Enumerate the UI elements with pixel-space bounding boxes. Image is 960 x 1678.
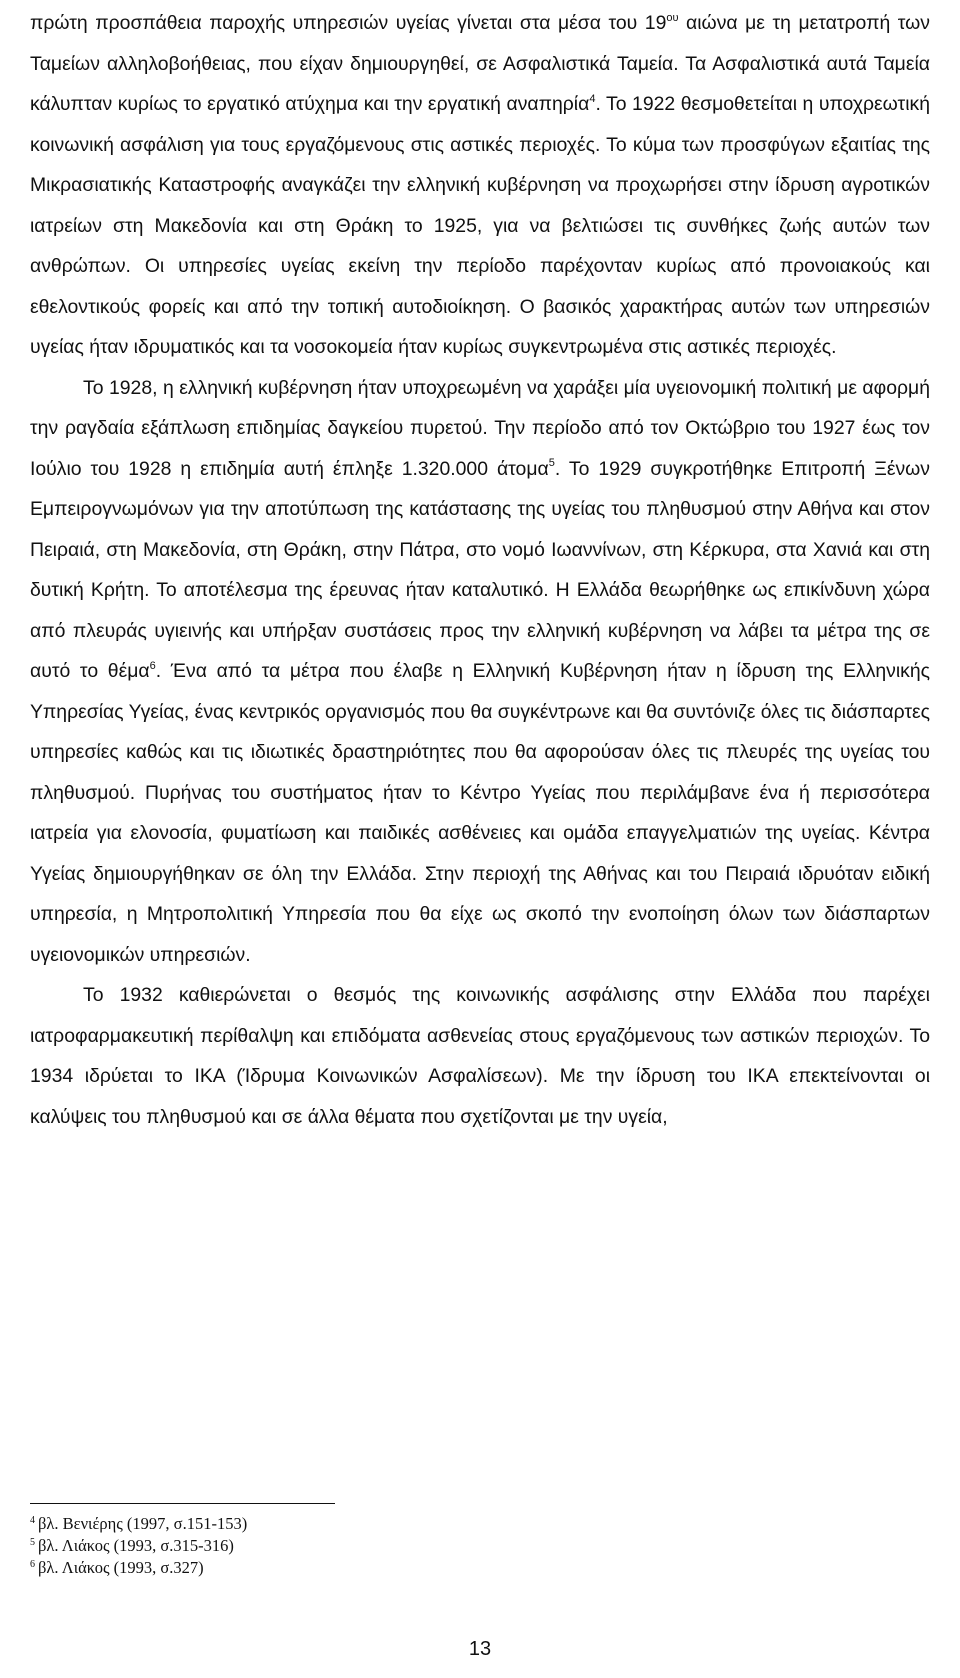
paragraph-2-text-c: . Ένα από τα μέτρα που έλαβε η Ελληνική Κυβέρνηση ήταν η ίδρυση της Ελληνικής Υπηρεσίας Υγείας, ένας κεντρικός οργανισμός που θα συγκέντρωνε και θα συντόνιζε όλες τις διάσπαρτες υπηρεσίες καθώς και τις ιδιωτικές δραστηριότητες που θα αφορούσαν όλες τις πλευρές της υγείας του πληθυσμού. Πυρήνας του συστήματος ήταν το Κέντρο Υγείας που περιλάμβανε ένα ή περισσότερα ιατρεία για ελονοσία, φυματίωση και παιδικές ασθένειες και ομάδα επαγγελματιών της υγείας. Κέντρα Υγείας δημιουργήθηκαν σε όλη την Ελλάδα. Στην περιοχή της Αθήνας και του Πειραιά ιδρυόταν ειδική υπηρεσία, η Μητροπολιτική Υπηρεσία που θα είχε ως σκοπό την ενοποίηση όλων των διάσπαρτων υγειονομικών υπηρεσιών. [30, 660, 931, 966]
body-text [30, 3, 930, 1137]
footnote-separator [30, 1503, 335, 1504]
footnote-text: βλ. Λιάκος (1993, σ.327) [38, 1558, 204, 1577]
footnote-mark: 4 [30, 1514, 35, 1526]
footnote-4 [30, 1513, 630, 1535]
paragraph-2-text-b: . Το 1929 συγκροτήθηκε Επιτροπή Ξένων Εμπειρογνωμόνων για την αποτύπωση της κατάστασης της υγείας του πληθυσμού στην Αθήνα και στον Πειραιά, στη Μακεδονία, στη Θράκη, στην Πάτρα, στο νομό Ιωαννίνων, στη Κέρκυρα, στα Χανιά και στη δυτική Κρήτη. Το αποτέλεσμα της έρευνας ήταν καταλυτικό. Η Ελλάδα θεωρήθηκε ως επικίνδυνη χώρα από πλευράς υγιεινής και υπήρξαν συστάσεις προς την ελληνική κυβέρνηση να λάβει τα μέτρα της σε αυτό το θέμα [30, 457, 930, 682]
page-number: 13 [468, 1638, 492, 1660]
footnote-text: βλ. Λιάκος (1993, σ.315-316) [38, 1536, 234, 1555]
paragraph-2 [30, 368, 930, 976]
footnote-text: βλ. Βενιέρης (1997, σ.151-153) [38, 1514, 248, 1533]
footnote-ref-6: 6 [149, 659, 156, 672]
footnote-5 [30, 1535, 630, 1557]
superscript-ou: ου [666, 11, 679, 24]
paragraph-3-text-a: Το 1932 καθιερώνεται ο θεσμός της κοινωνικής ασφάλισης στην Ελλάδα που παρέχει ιατροφαρμακευτική περίθαλψη και επιδόματα ασθενείας στους εργαζόμενους των αστικών περιοχών. Το 1934 ιδρύεται το ΙΚΑ (Ίδρυμα Κοινωνικών Ασφαλίσεων). Με την ίδρυση του ΙΚΑ επεκτείνονται οι καλύψεις του πληθυσμού και σε άλλα θέματα που σχετίζονται με την υγεία, [30, 984, 930, 1128]
footnote-mark: 6 [30, 1558, 35, 1570]
footnote-6 [30, 1557, 630, 1579]
paragraph-1-text-c: . Το 1922 θεσμοθετείται η υποχρεωτική κοινωνική ασφάλιση για τους εργαζόμενους στις αστικές περιοχές. Το κύμα των προσφύγων εξαιτίας της Μικρασιατικής Καταστροφής αναγκάζει την ελληνική κυβέρνηση να προχωρήσει στην ίδρυση αγροτικών ιατρείων στη Μακεδονία και στη Θράκη το 1925, για να βελτιώσει τις συνθήκες ζωής αυτών των ανθρώπων. Οι υπηρεσίες υγείας εκείνη την περίοδο παρέχονταν κυρίως από προνοιακούς και εθελοντικούς φορείς και από την τοπική αυτοδιοίκηση. Ο βασικός χαρακτήρας αυτών των υπηρεσιών υγείας ήταν ιδρυματικός και τα νοσοκομεία ήταν κυρίως συγκεντρωμένα στις αστικές περιοχές. [30, 93, 930, 358]
footnote-ref-5: 5 [548, 457, 555, 470]
paragraph-1-text-a: πρώτη προσπάθεια παροχής υπηρεσιών υγείας γίνεται στα μέσα του 19 [30, 12, 667, 34]
paragraph-1 [30, 3, 930, 368]
footnotes [30, 1513, 630, 1579]
paragraph-3 [30, 975, 930, 1137]
footnote-mark: 5 [30, 1536, 35, 1548]
footnote-ref-4: 4 [589, 92, 596, 105]
paragraph-2-text-a: Το 1928, η ελληνική κυβέρνηση ήταν υποχρεωμένη να χαράξει μία υγειονομική πολιτική με αφορμή την ραγδαία εξάπλωση επιδημίας δαγκείου πυρετού. Την περίοδο από τον Οκτώβριο του 1927 έως τον Ιούλιο του 1928 η επιδημία αυτή έπληξε 1.320.000 άτομα [30, 376, 930, 480]
paragraph-1-text-b: αιώνα με τη μετατροπή των Ταμείων αλληλοβοήθειας, που είχαν δημιουργηθεί, σε Ασφαλιστικά Ταμεία. Τα Ασφαλιστικά αυτά Ταμεία κάλυπταν κυρίως το εργατικό ατύχημα και την εργατική αναπηρία [30, 12, 930, 115]
